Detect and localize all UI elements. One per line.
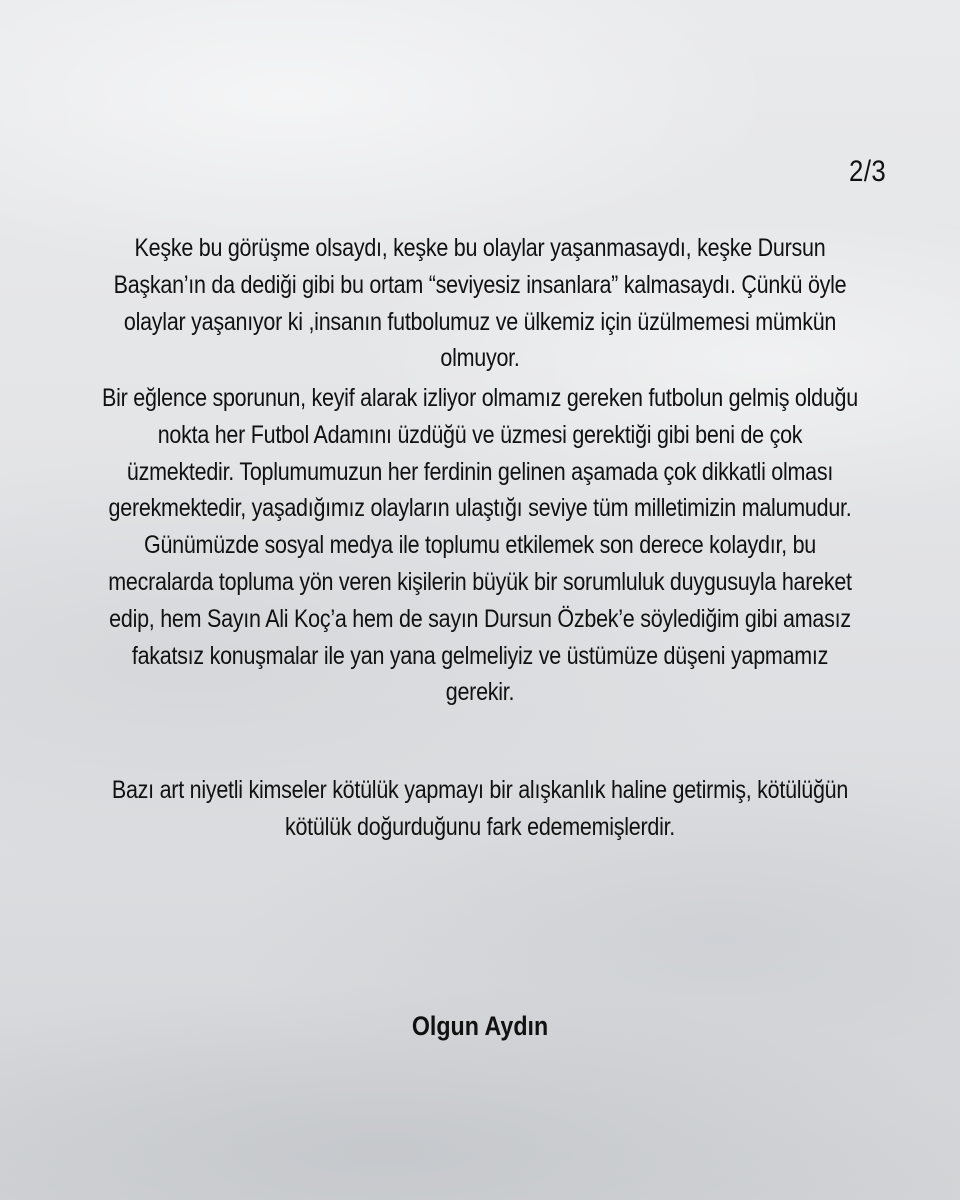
signature: Olgun Aydın	[411, 1011, 549, 1041]
paragraph-1: Keşke bu görüşme olsaydı, keşke bu olaylar yaşanmasaydı, keşke Dursun Başkan’ın da dediği gibi bu ortam “seviyesiz insanlara” kalmasaydı. Çünkü öyle olaylar yaşanıyor ki ,insanın futbolumuz ve ülkemiz için üzülmemesi mümkün olmuyor.	[113, 234, 847, 373]
letter-body	[40, 230, 920, 882]
page-number: 2/3	[848, 155, 886, 188]
paragraph-3: Bazı art niyetli kimseler kötülük yapmayı bir alışkanlık haline getirmiş, kötülüğün kötülük doğurduğunu fark edememişlerdir.	[111, 776, 849, 841]
paragraph-2: Bir eğlence sporunun, keyif alarak izliyor olmamız gereken futbolun gelmiş olduğu nokta her Futbol Adamını üzdüğü ve üzmesi gerektiği gibi beni de çok üzmektedir. Toplumumuzun her ferdinin gelinen aşamada çok dikkatli olması gerekmektedir, yaşadığımız olayların ulaştığı seviye tüm milletimizin malumudur. Günümüzde sosyal medya ile toplumu etkilemek son derece kolaydır, bu mecralarda topluma yön veren kişilerin büyük bir sorumluluk duygusuyla hareket edip, hem Sayın Ali Koç’a hem de sayın Dursun Özbek’e söylediğim gibi amasız fakatsız konuşmalar ile yan yana gelmeliyiz ve üstümüze düşeni yapmamız gerekir.	[102, 384, 858, 707]
